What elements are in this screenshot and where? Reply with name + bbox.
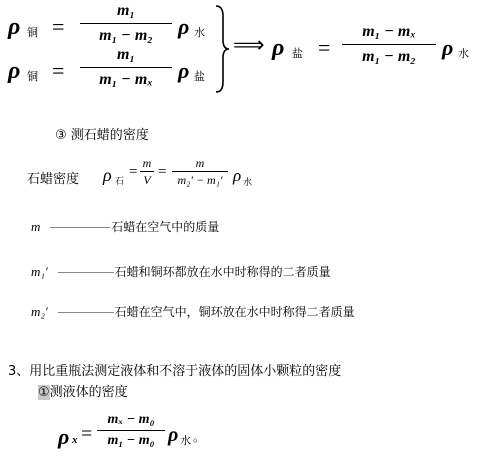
fraction-denominator: m₁ − m₂: [99, 27, 153, 44]
rho-subscript: 石: [115, 177, 125, 187]
fraction-bar: [80, 23, 172, 24]
definition-row: [31, 263, 331, 280]
definition-row: [31, 303, 355, 320]
rho-symbol: ρ: [8, 14, 21, 40]
equals-sign: =: [318, 35, 331, 60]
fraction-numerator: mₓ − m₀: [107, 412, 155, 427]
equals-sign: =: [129, 164, 138, 180]
rho-subscript: 水: [194, 26, 205, 39]
rho-subscript: 铜: [27, 26, 38, 39]
rho-symbol: ρ: [103, 165, 112, 185]
definition-symbol: m₂′: [31, 304, 48, 319]
fraction: [97, 413, 165, 448]
rho-symbol: ρ: [58, 424, 70, 449]
leader-line: [58, 272, 114, 273]
fraction-denominator: V: [143, 173, 151, 187]
fraction-denominator: m₁ − m₂: [362, 48, 416, 65]
rho-subscript: 盐: [292, 47, 303, 60]
fraction-bar: [140, 171, 154, 172]
subsection-number: ①: [38, 385, 50, 400]
fraction-numerator: m: [142, 156, 152, 170]
fraction: [172, 157, 228, 186]
definition-text: 石蜡在空气中的质量: [111, 220, 220, 234]
definition-symbol: m: [31, 219, 41, 234]
subsection-title: 测液体的密度: [49, 385, 128, 400]
part-heading: 3、用比重瓶法测定液体和不溶于液体的固体小颗粒的密度: [8, 364, 342, 379]
definition-text: 石蜡和铜环都放在水中时称得的二者质量: [114, 265, 331, 279]
equals-sign: =: [52, 14, 65, 39]
rho-subscript: 水: [458, 47, 469, 60]
rho-symbol: ρ: [178, 14, 190, 39]
fraction-denominator: m₁ − m₀: [107, 433, 155, 448]
sentence-end-mark: 。: [193, 430, 206, 444]
rho-subscript: 盐: [194, 70, 205, 83]
rho-symbol: ρ: [168, 424, 179, 446]
implies-arrow: ⟹: [233, 33, 265, 58]
subsection-heading: [38, 381, 128, 400]
fraction-bar: [342, 44, 436, 45]
fraction-numerator: m₁: [116, 2, 136, 19]
fraction-bar: [97, 430, 165, 431]
equals-sign: =: [158, 164, 167, 180]
rho-symbol: ρ: [178, 58, 190, 83]
fraction: [342, 24, 436, 65]
section-heading: ③ 测石蜡的密度: [55, 128, 149, 143]
fraction-bar: [80, 67, 172, 68]
fraction-numerator: m₁: [116, 46, 136, 63]
rho-subscript: x: [72, 434, 78, 446]
definition-row: [31, 218, 219, 235]
equals-sign: =: [52, 58, 65, 83]
rho-subscript: 水: [243, 178, 253, 188]
paraffin-density-label: 石蜡密度: [27, 172, 80, 187]
rho-subscript: 水: [180, 434, 191, 447]
leader-line: [58, 312, 114, 313]
definition-symbol: m₁′: [31, 264, 48, 279]
right-brace: [213, 4, 231, 94]
fraction-denominator: m₁ − mₓ: [99, 71, 153, 88]
fraction-denominator: m₂′ − m₁′: [177, 173, 223, 187]
fraction-bar: [172, 171, 228, 172]
fraction-numerator: m: [195, 156, 205, 170]
fraction-numerator: m₁ − mₓ: [362, 23, 416, 40]
leader-line: [50, 227, 110, 228]
rho-symbol: ρ: [272, 35, 285, 61]
rho-symbol: ρ: [442, 35, 454, 60]
fraction: [80, 47, 172, 88]
definition-text: 石蜡在空气中，铜环放在水中时称得二者质量: [114, 305, 355, 319]
rho-symbol: ρ: [8, 58, 21, 84]
equals-sign: =: [81, 423, 93, 445]
rho-symbol: ρ: [233, 166, 242, 185]
rho-subscript: 铜: [27, 70, 38, 83]
fraction: [80, 3, 172, 44]
fraction: [140, 157, 154, 186]
